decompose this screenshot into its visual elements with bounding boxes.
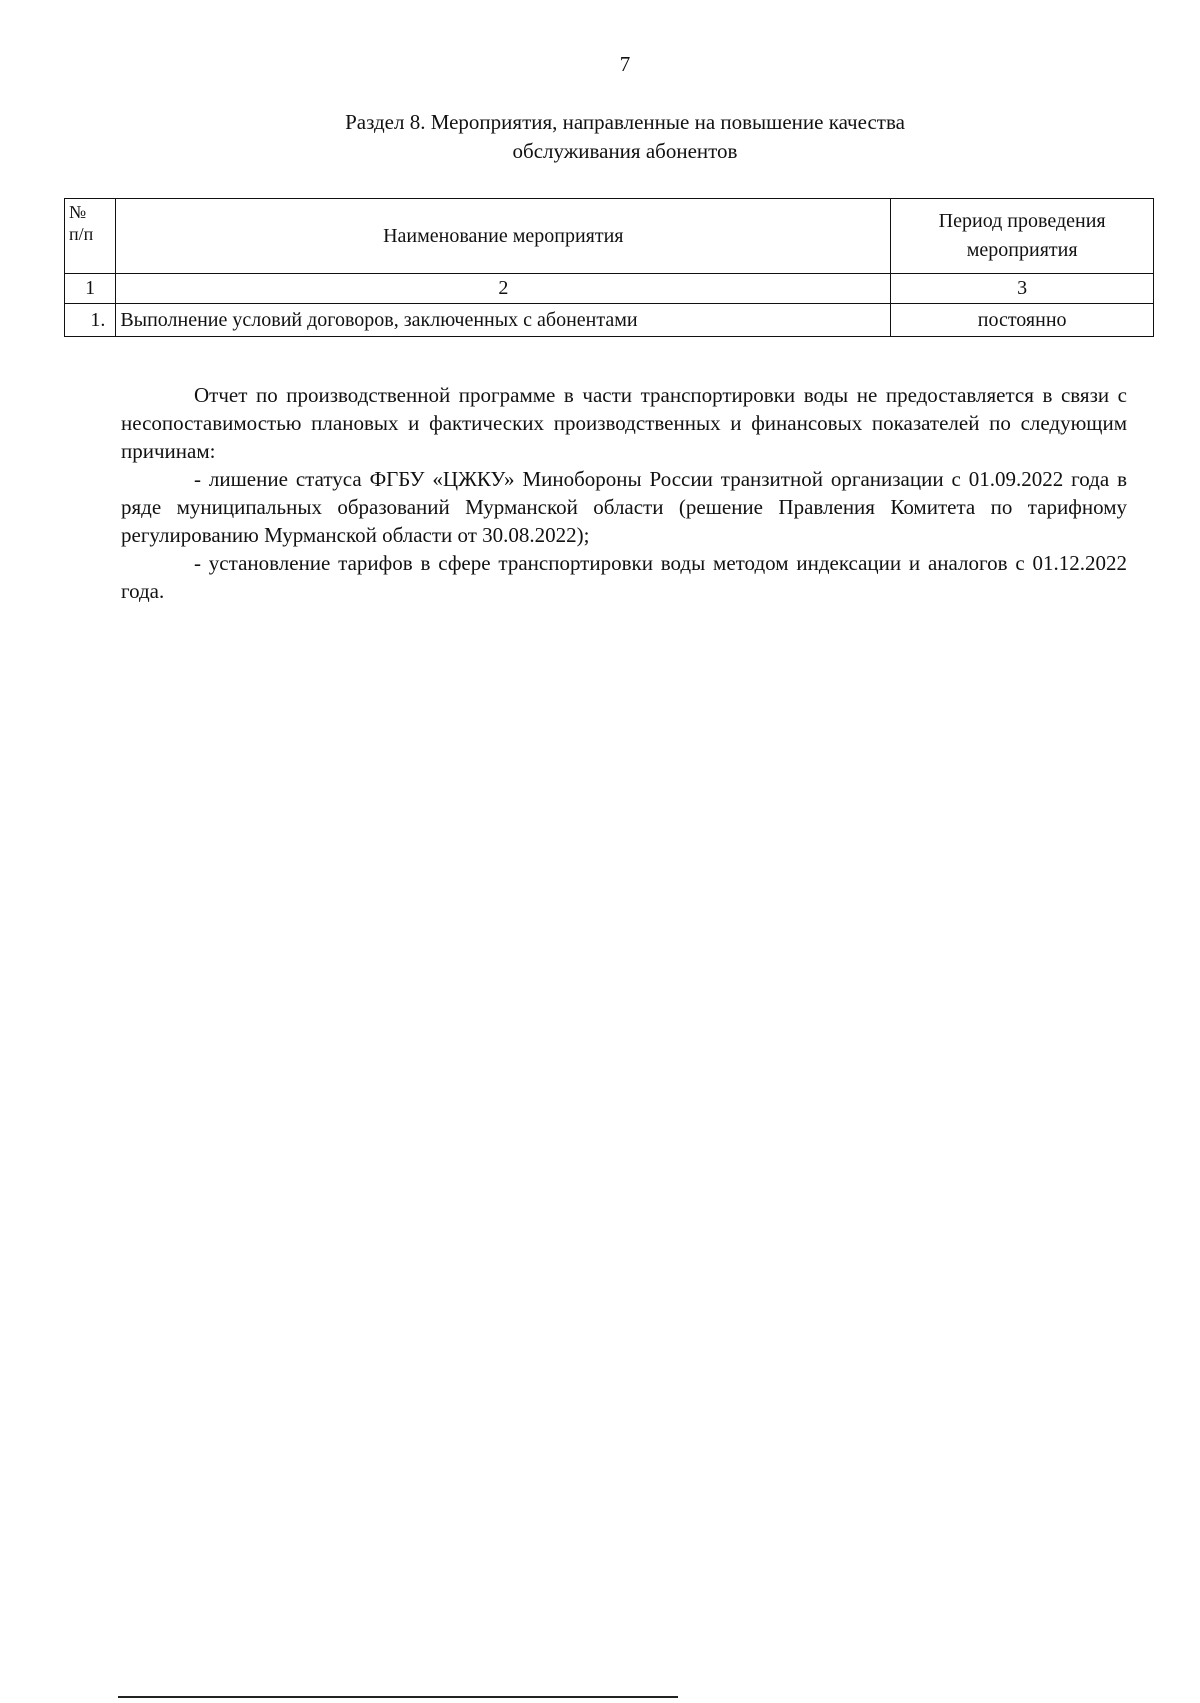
header-name-cell: Наименование мероприятия [116, 199, 891, 274]
table-header-row [65, 199, 1154, 274]
section-title-line-1: Раздел 8. Мероприятия, направленные на повышение качества [345, 110, 905, 134]
index-cell-3: 3 [891, 274, 1154, 304]
footer-scan-line [118, 1696, 678, 1698]
table-row [65, 304, 1154, 337]
row-name-cell: Выполнение условий договоров, заключенных с абонентами [116, 304, 891, 337]
paragraph-reason-2: - установление тарифов в сфере транспортировки воды методом индексации и аналогов с 01.12.2022 года. [121, 551, 1127, 603]
index-cell-2: 2 [116, 274, 891, 304]
row-num-cell: 1. [65, 304, 116, 337]
report-body [121, 381, 1127, 605]
header-num-sign: № [69, 202, 87, 222]
header-period-cell [891, 199, 1154, 274]
section-title [0, 108, 1200, 166]
header-period-line-1: Период проведения [938, 210, 1106, 232]
page-number: 7 [619, 52, 631, 76]
paragraph-reason-1: - лишение статуса ФГБУ «ЦЖКУ» Минобороны России транзитной организации с 01.09.2022 года в ряде муниципальных образований Мурманской области (решение Правления Комитета по тарифному регулированию Мурманской области от 30.08.2022); [121, 467, 1127, 547]
header-num-cell [65, 199, 116, 274]
paragraph-report-note: Отчет по производственной программе в части транспортировки воды не предоставляется в связи с несопоставимостью плановых и фактических производственных и финансовых показателей по следующим причинам: [121, 383, 1127, 463]
measures-table [64, 198, 1154, 337]
header-num-pp: п/п [69, 224, 94, 244]
index-cell-1: 1 [65, 274, 116, 304]
header-period-line-2: мероприятия [966, 239, 1078, 261]
table-index-row [65, 274, 1154, 304]
row-period-cell: постоянно [891, 304, 1154, 337]
section-title-line-2: обслуживания абонентов [512, 139, 738, 163]
